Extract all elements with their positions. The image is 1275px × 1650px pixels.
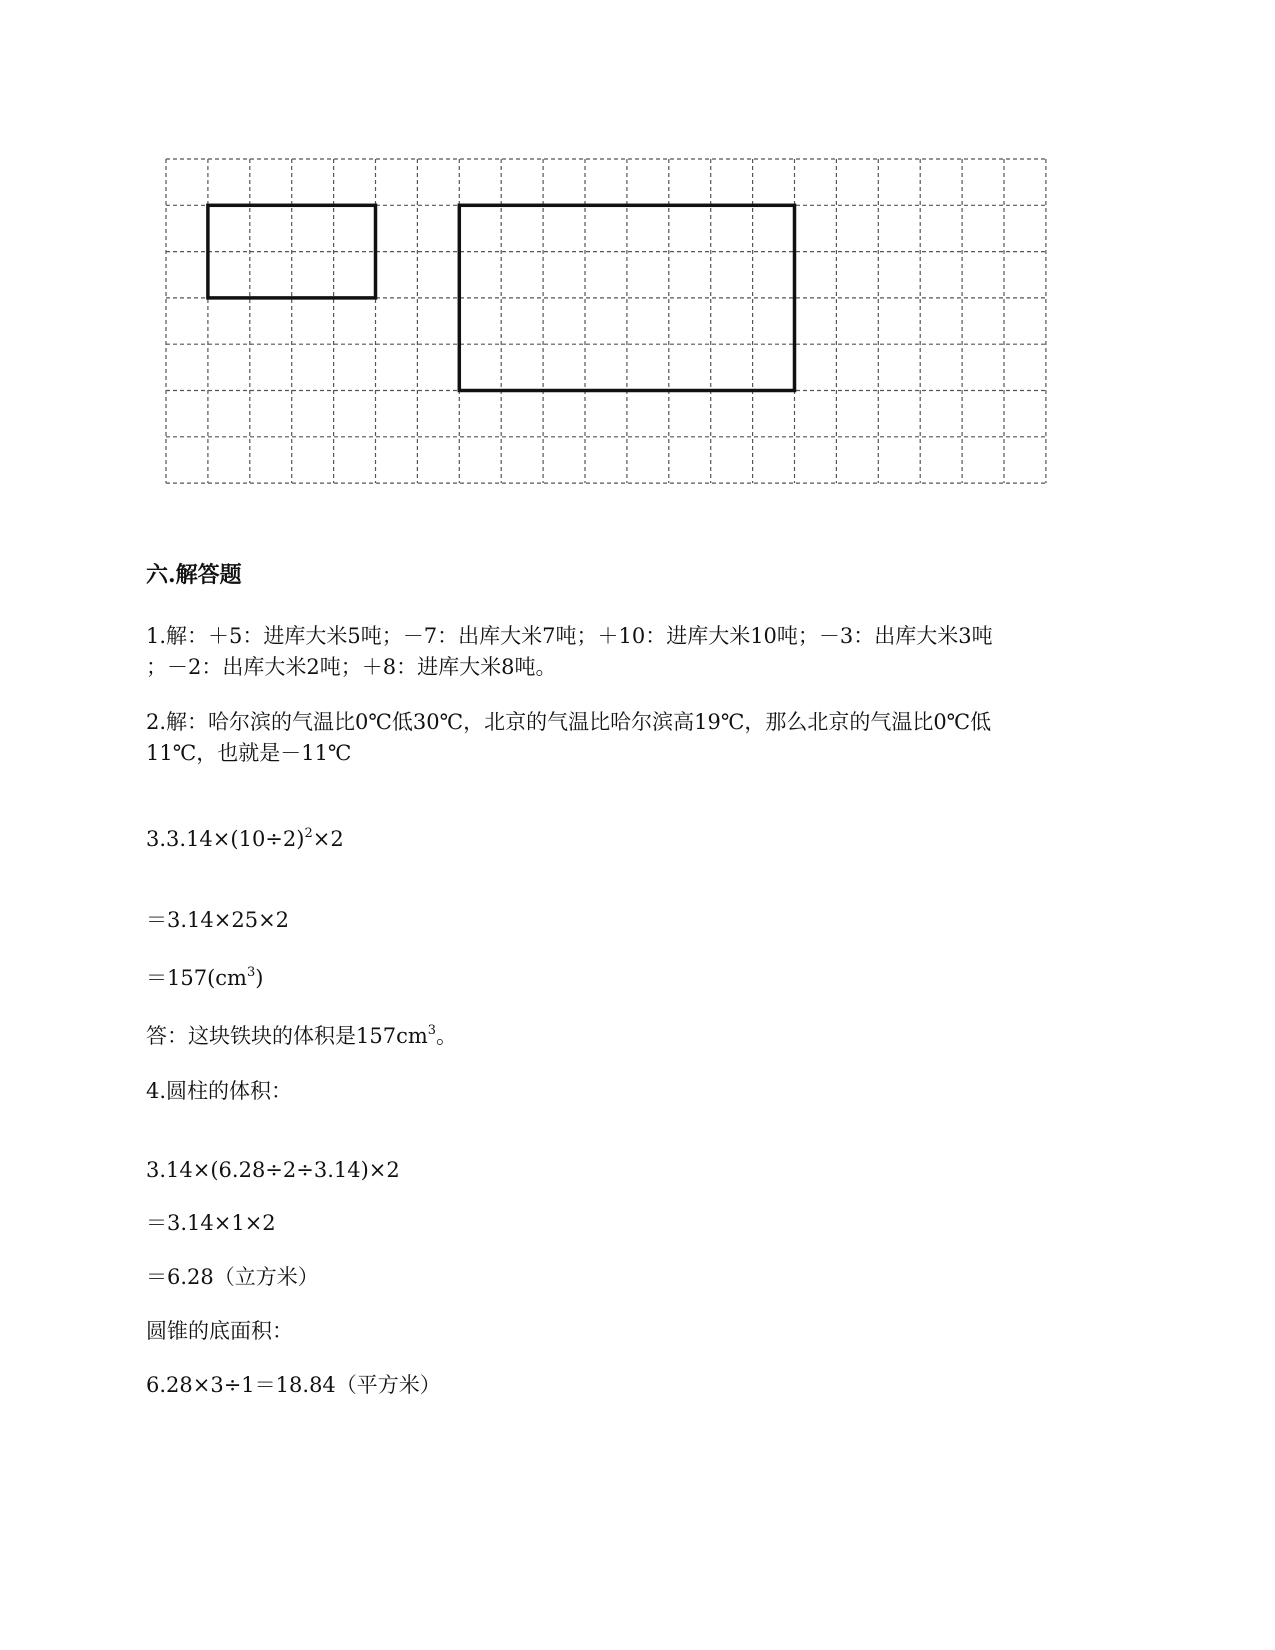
section-title: 六.解答题 bbox=[146, 562, 242, 588]
answer-3-step-2 bbox=[146, 963, 263, 993]
answer-3-step-2-exponent: 3 bbox=[246, 965, 256, 980]
answer-2-line-2: 11℃，也就是－11℃ bbox=[146, 741, 352, 765]
answer-3-expression-exponent: 2 bbox=[304, 826, 313, 841]
answer-1-line-1: 1.解：＋5：进库大米5吨；－7：出库大米7吨；＋10：进库大米10吨；－3：出库大米3吨 bbox=[146, 624, 993, 648]
answer-4-expression: 3.14×(6.28÷2÷3.14)×2 bbox=[146, 1158, 400, 1182]
answer-3-step-1: ＝3.14×25×2 bbox=[146, 908, 290, 932]
answer-3-step-2-tail: ) bbox=[255, 966, 264, 990]
answer-3-expression-base: 3.3.14×(10÷2) bbox=[146, 827, 305, 851]
answer-4-step-1: ＝3.14×1×2 bbox=[146, 1211, 276, 1235]
grid-figure bbox=[0, 0, 1275, 520]
answer-4-step-2: ＝6.28（立方米） bbox=[146, 1265, 319, 1289]
dashed-grid bbox=[166, 159, 1046, 483]
answer-4-cone-expression: 6.28×3÷1＝18.84（平方米） bbox=[146, 1373, 441, 1397]
answer-2-line-1: 2.解：哈尔滨的气温比0℃低30℃，北京的气温比哈尔滨高19℃，那么北京的气温比0℃低 bbox=[146, 710, 992, 734]
answer-3-step-2-base: ＝157(cm bbox=[146, 966, 247, 990]
answer-3-expression bbox=[146, 824, 344, 854]
answer-3-conclusion-exponent: 3 bbox=[427, 1023, 437, 1038]
answer-3-conclusion-tail: 。 bbox=[436, 1024, 458, 1048]
answer-4-cone-title: 圆锥的底面积： bbox=[146, 1319, 293, 1343]
answer-3-conclusion bbox=[146, 1021, 457, 1051]
answer-1-line-2: ；－2：出库大米2吨；＋8：进库大米8吨。 bbox=[146, 655, 557, 679]
answer-4-title: 4.圆柱的体积： bbox=[146, 1079, 293, 1103]
answer-3-expression-tail: ×2 bbox=[312, 827, 344, 851]
answer-3-conclusion-base: 答：这块铁块的体积是157cm bbox=[146, 1024, 428, 1048]
